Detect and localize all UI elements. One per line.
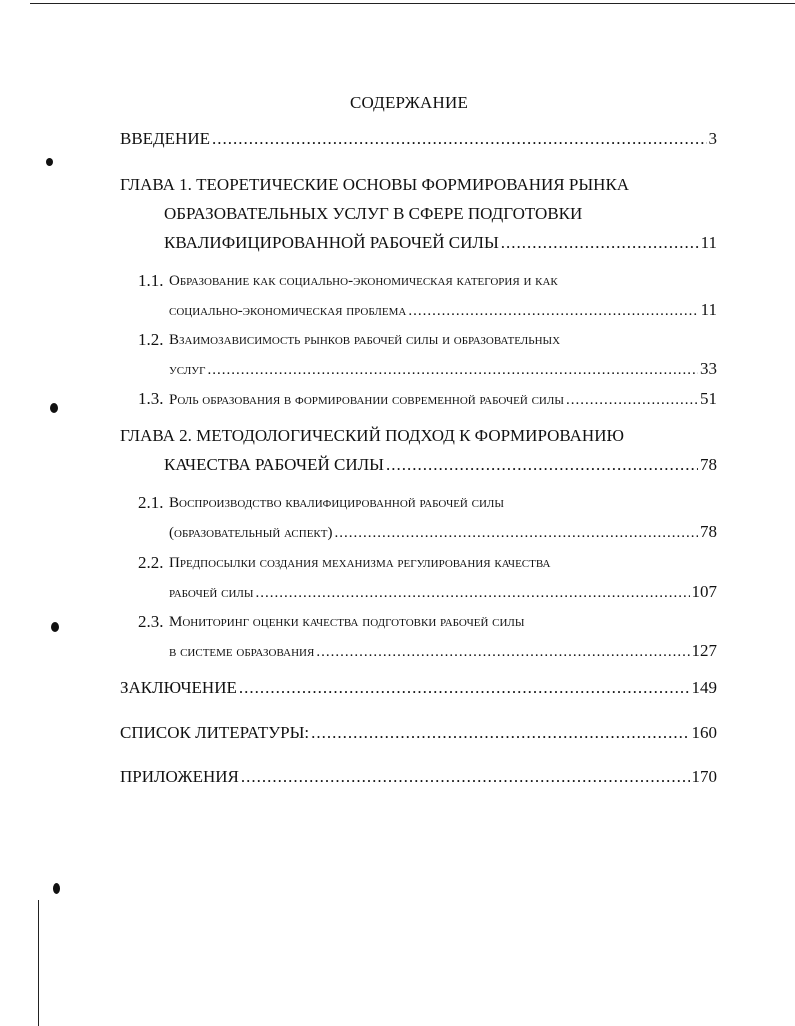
toc-entry-label: услуг <box>169 362 206 378</box>
toc-chapter-2 <box>164 454 717 476</box>
toc-page-number: 33 <box>700 359 717 378</box>
toc-leader-dots <box>207 359 698 381</box>
toc-page-number: 3 <box>708 129 717 148</box>
toc-section-1-2-line-1: Взаимозависимость рынков рабочей силы и образовательных <box>169 332 561 348</box>
toc-leader-dots <box>334 522 698 544</box>
toc-entry-appendix <box>120 766 717 788</box>
toc-entry-label: в системе образования <box>169 644 315 660</box>
toc-entry-label: КАЧЕСТВА РАБОЧЕЙ СИЛЫ <box>164 455 384 474</box>
punch-hole-mark <box>51 622 59 632</box>
scan-edge-left <box>38 900 39 1026</box>
toc-section-2-1-number: 2.1. <box>138 493 164 512</box>
toc-section-2-1 <box>169 521 717 543</box>
toc-entry-label: Роль образования в формировании современной рабочей силы <box>169 392 564 408</box>
toc-section-1-1-number: 1.1. <box>138 271 164 290</box>
toc-leader-dots <box>241 766 690 788</box>
toc-section-2-2-line-1: Предпосылки создания механизма регулирования качества <box>169 555 551 571</box>
toc-page-number: 160 <box>691 723 717 742</box>
toc-leader-dots <box>408 300 698 322</box>
toc-entry-label: ВВЕДЕНИЕ <box>120 129 210 148</box>
toc-section-1-3-number: 1.3. <box>138 389 164 408</box>
toc-chapter-1-line-2: ОБРАЗОВАТЕЛЬНЫХ УСЛУГ В СФЕРЕ ПОДГОТОВКИ <box>164 204 583 223</box>
toc-section-1-3 <box>169 388 717 410</box>
toc-page-number: 78 <box>700 522 717 541</box>
toc-entry-label: рабочей силы <box>169 585 254 601</box>
toc-chapter-1-line-1: ГЛАВА 1. ТЕОРЕТИЧЕСКИЕ ОСНОВЫ ФОРМИРОВАНИЯ РЫНКА <box>120 175 630 194</box>
toc-section-1-1 <box>169 299 717 321</box>
toc-page-number: 170 <box>691 767 717 786</box>
toc-leader-dots <box>316 641 689 663</box>
toc-leader-dots <box>501 232 699 254</box>
toc-leader-dots <box>239 677 690 699</box>
toc-section-1-2 <box>169 358 717 380</box>
toc-page-number: 51 <box>700 389 717 408</box>
scan-edge-top <box>30 3 795 4</box>
toc-page-number: 127 <box>691 641 717 660</box>
punch-hole-mark <box>46 158 53 166</box>
toc-section-1-2-number: 1.2. <box>138 330 164 349</box>
toc-page-number: 107 <box>691 582 717 601</box>
toc-section-1-1-line-1: Образование как социально-экономическая категория и как <box>169 273 558 289</box>
toc-section-2-3 <box>169 640 717 662</box>
toc-page-number: 11 <box>700 300 717 319</box>
punch-hole-mark <box>53 883 60 894</box>
toc-section-2-2 <box>169 581 717 603</box>
toc-leader-dots <box>566 389 698 411</box>
toc-entry-label: ЗАКЛЮЧЕНИЕ <box>120 678 237 697</box>
toc-entry-label: (образовательный аспект) <box>169 525 333 541</box>
toc-chapter-2-line-1: ГЛАВА 2. МЕТОДОЛОГИЧЕСКИЙ ПОДХОД К ФОРМИРОВАНИЮ <box>120 426 624 445</box>
toc-page-number: 78 <box>700 455 717 474</box>
toc-section-2-3-number: 2.3. <box>138 612 164 631</box>
toc-entry-label: СПИСОК ЛИТЕРАТУРЫ: <box>120 723 310 742</box>
toc-leader-dots <box>212 128 707 150</box>
toc-entry-introduction <box>120 128 717 150</box>
toc-page-number: 149 <box>691 678 717 697</box>
toc-entry-references <box>120 722 717 744</box>
toc-entry-label: КВАЛИФИЦИРОВАННОЙ РАБОЧЕЙ СИЛЫ <box>164 233 499 252</box>
toc-section-2-2-number: 2.2. <box>138 553 164 572</box>
toc-entry-label: социально-экономическая проблема <box>169 303 407 319</box>
toc-leader-dots <box>386 454 698 476</box>
toc-section-2-1-line-1: Воспроизводство квалифицированной рабочей силы <box>169 495 504 511</box>
toc-page-number: 11 <box>700 233 717 252</box>
toc-chapter-1 <box>164 232 717 254</box>
toc-section-2-3-line-1: Мониторинг оценки качества подготовки рабочей силы <box>169 614 525 630</box>
toc-leader-dots <box>255 582 689 604</box>
toc-leader-dots <box>311 722 689 744</box>
punch-hole-mark <box>50 403 58 413</box>
toc-entry-conclusion <box>120 677 717 699</box>
page-title-text: СОДЕРЖАНИЕ <box>350 93 469 112</box>
toc-entry-label: ПРИЛОЖЕНИЯ <box>120 767 239 786</box>
